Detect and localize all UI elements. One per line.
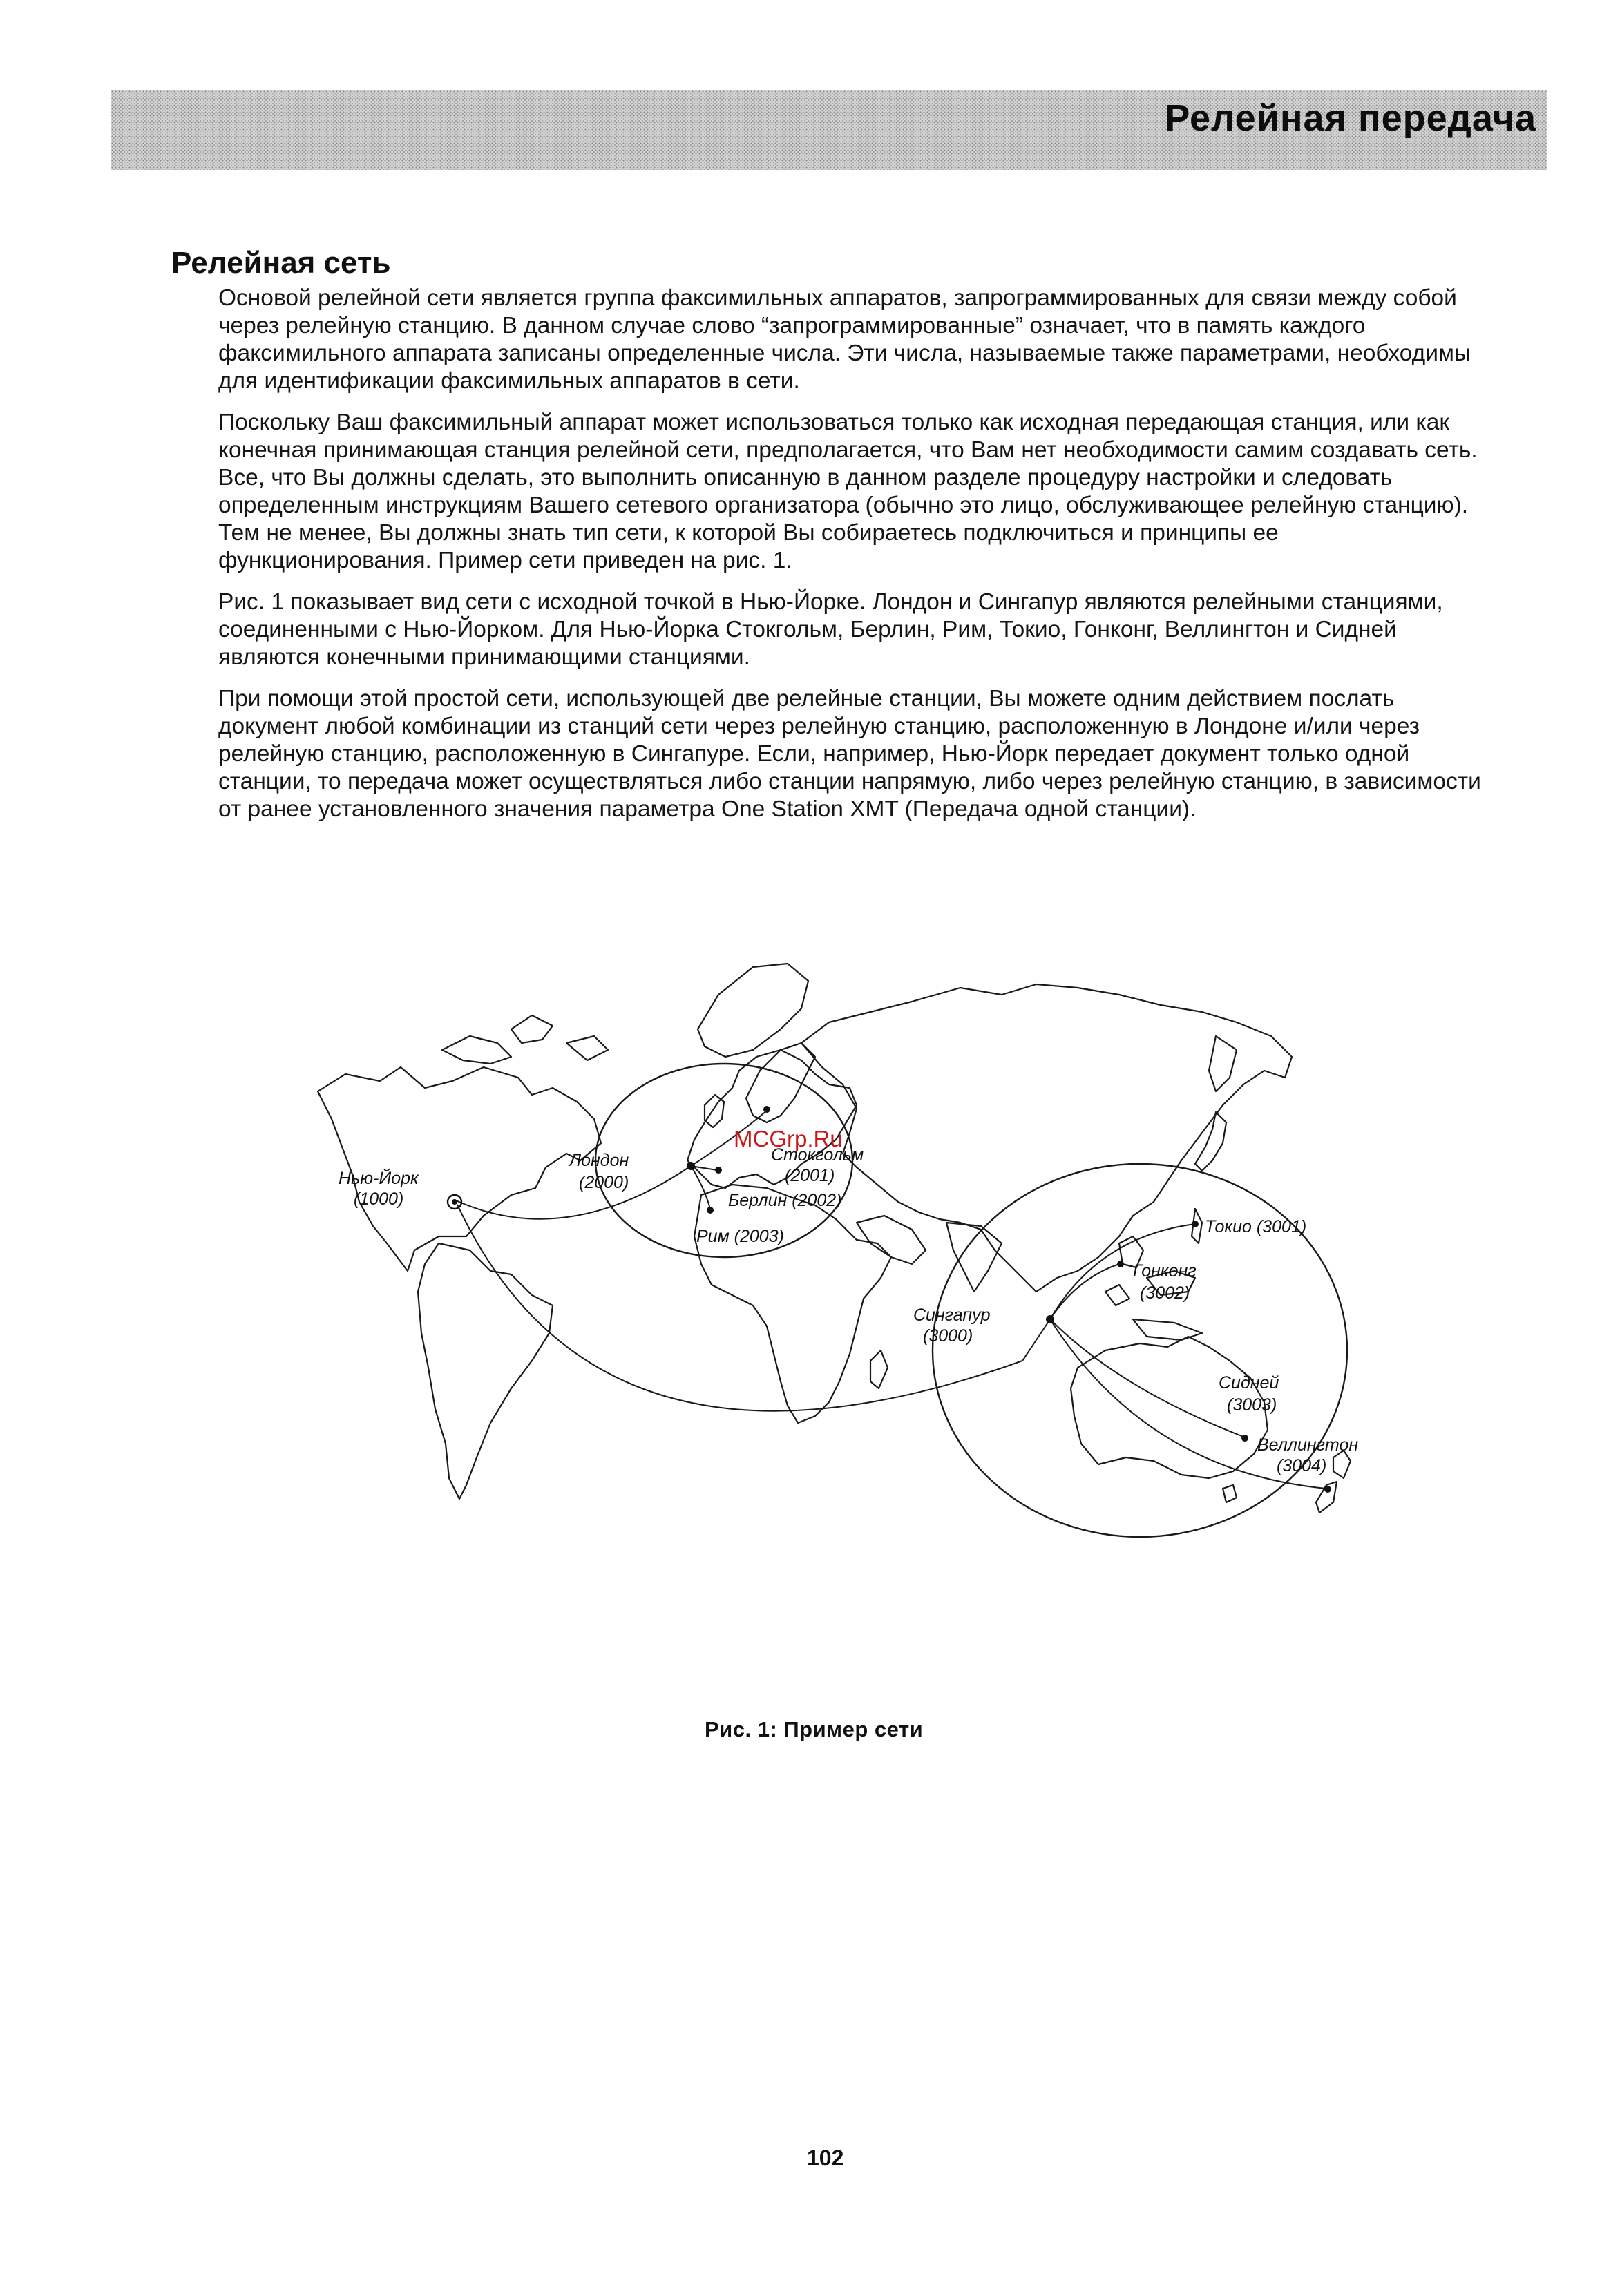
sydney-label: Сидней [1219, 1373, 1279, 1393]
africa-outline [694, 1185, 891, 1423]
watermark: MCGrp.Ru [734, 1126, 843, 1151]
london-marker [687, 1162, 695, 1170]
singapore-code: (3000) [923, 1326, 973, 1346]
tokyo-label: Токио (3001) [1205, 1217, 1307, 1236]
hongkong-code: (3002) [1140, 1283, 1190, 1303]
london-label: Лондон [569, 1151, 629, 1170]
rome-label: Рим (2003) [696, 1227, 784, 1246]
link-newyork-london [456, 1166, 691, 1219]
hongkong-marker [1117, 1261, 1124, 1267]
singapore-marker [1046, 1315, 1054, 1323]
kamchatka-outline [1209, 1036, 1237, 1091]
wellington-label: Веллингтон [1257, 1435, 1359, 1455]
berlin-label: Берлин (2002) [728, 1191, 842, 1210]
wellington-code: (3004) [1277, 1456, 1327, 1475]
stockholm-label: Стокгольм [771, 1145, 864, 1165]
wellington-marker [1324, 1486, 1331, 1493]
paragraph: При помощи этой простой сети, использующей две релейные станции, Вы можете одним действием послать документ любой комбинации из станций сети через релейную станцию, расположенную в Лондоне и/или через релейную станцию, расположенную в Сингапуре. Если, например, Нью-Йорк передает документ только одной станции, то передача может осуществляться либо станции напрямую, либо через релейную станцию, в зависимости от ранее установленного значения параметра One Station XMT (Передача одной станции). [218, 686, 1481, 822]
rome-marker [707, 1207, 714, 1214]
link-singapore-hongkong [1050, 1264, 1119, 1319]
network-map-figure [304, 946, 1395, 1630]
hongkong-label: Гонконг [1133, 1261, 1197, 1281]
header-title: Релейная передача [1165, 97, 1536, 139]
sydney-marker [1241, 1435, 1248, 1442]
british-isles-outline [705, 1095, 724, 1127]
south-america-outline [418, 1243, 553, 1499]
singapore-label: Сингапур [913, 1305, 991, 1325]
body-text [218, 285, 1496, 837]
stockholm-marker [763, 1106, 770, 1113]
header-banner [111, 90, 1547, 170]
stockholm-code: (2001) [785, 1166, 835, 1185]
continent-outlines [318, 964, 1351, 1513]
paragraph: Основой релейной сети является группа факсимильных аппаратов, запрограммированных для связи между собой через релейную станцию. В данном случае слово “запрограммированные” означает, что в память каждого факсимильного аппарата записаны определенные числа. Эти числа, называемые также параметрами, необходимы для идентификации факсимильных аппаратов в сети. [218, 285, 1471, 394]
tasmania-outline [1223, 1485, 1237, 1502]
paragraph: Поскольку Ваш факсимильный аппарат может использоваться только как исходная передающая станция, или как конечная принимающая станция релейной сети, предполагается, что Вам нет необходимости самим создавать сеть. Все, что Вы должны сделать, это выполнить описанную в данном разделе процедуру настройки и следовать определенным инструкциям Вашего сетевого организатора (обычно это лицо, обслуживающее релейную станцию). Тем не менее, Вы должны знать тип сети, к которой Вы собираетесь подключиться и принципы ее функционирования. Пример сети приведен на рис. 1. [218, 410, 1478, 573]
section-title: Релейная сеть [171, 246, 391, 280]
page-number: 102 [807, 2145, 844, 2170]
berlin-marker [715, 1167, 722, 1174]
canadian-islands [442, 1015, 608, 1064]
newyork-code: (1000) [354, 1189, 404, 1209]
madagascar-outline [870, 1350, 888, 1388]
figure-caption: Рис. 1: Пример сети [705, 1717, 924, 1741]
india-outline [946, 1223, 1002, 1292]
newyork-marker [452, 1199, 457, 1205]
tokyo-marker [1192, 1221, 1199, 1227]
newyork-label: Нью-Йорк [339, 1169, 419, 1188]
world-map [304, 946, 1395, 1630]
scandinavia-outline [746, 1043, 815, 1122]
sydney-code: (3003) [1227, 1395, 1277, 1415]
arabia-outline [857, 1216, 926, 1264]
london-code: (2000) [579, 1173, 629, 1192]
relay-coverage-circles [595, 1064, 1347, 1537]
paragraph: Рис. 1 показывает вид сети с исходной точкой в Нью-Йорке. Лондон и Сингапур являются релейными станциями, соединенными с Нью-Йорком. Для Нью-Йорка Стокгольм, Берлин, Рим, Токио, Гонконг, Веллингтон и Сидней являются конечными принимающими станциями. [218, 589, 1443, 670]
greenland-outline [698, 964, 808, 1057]
